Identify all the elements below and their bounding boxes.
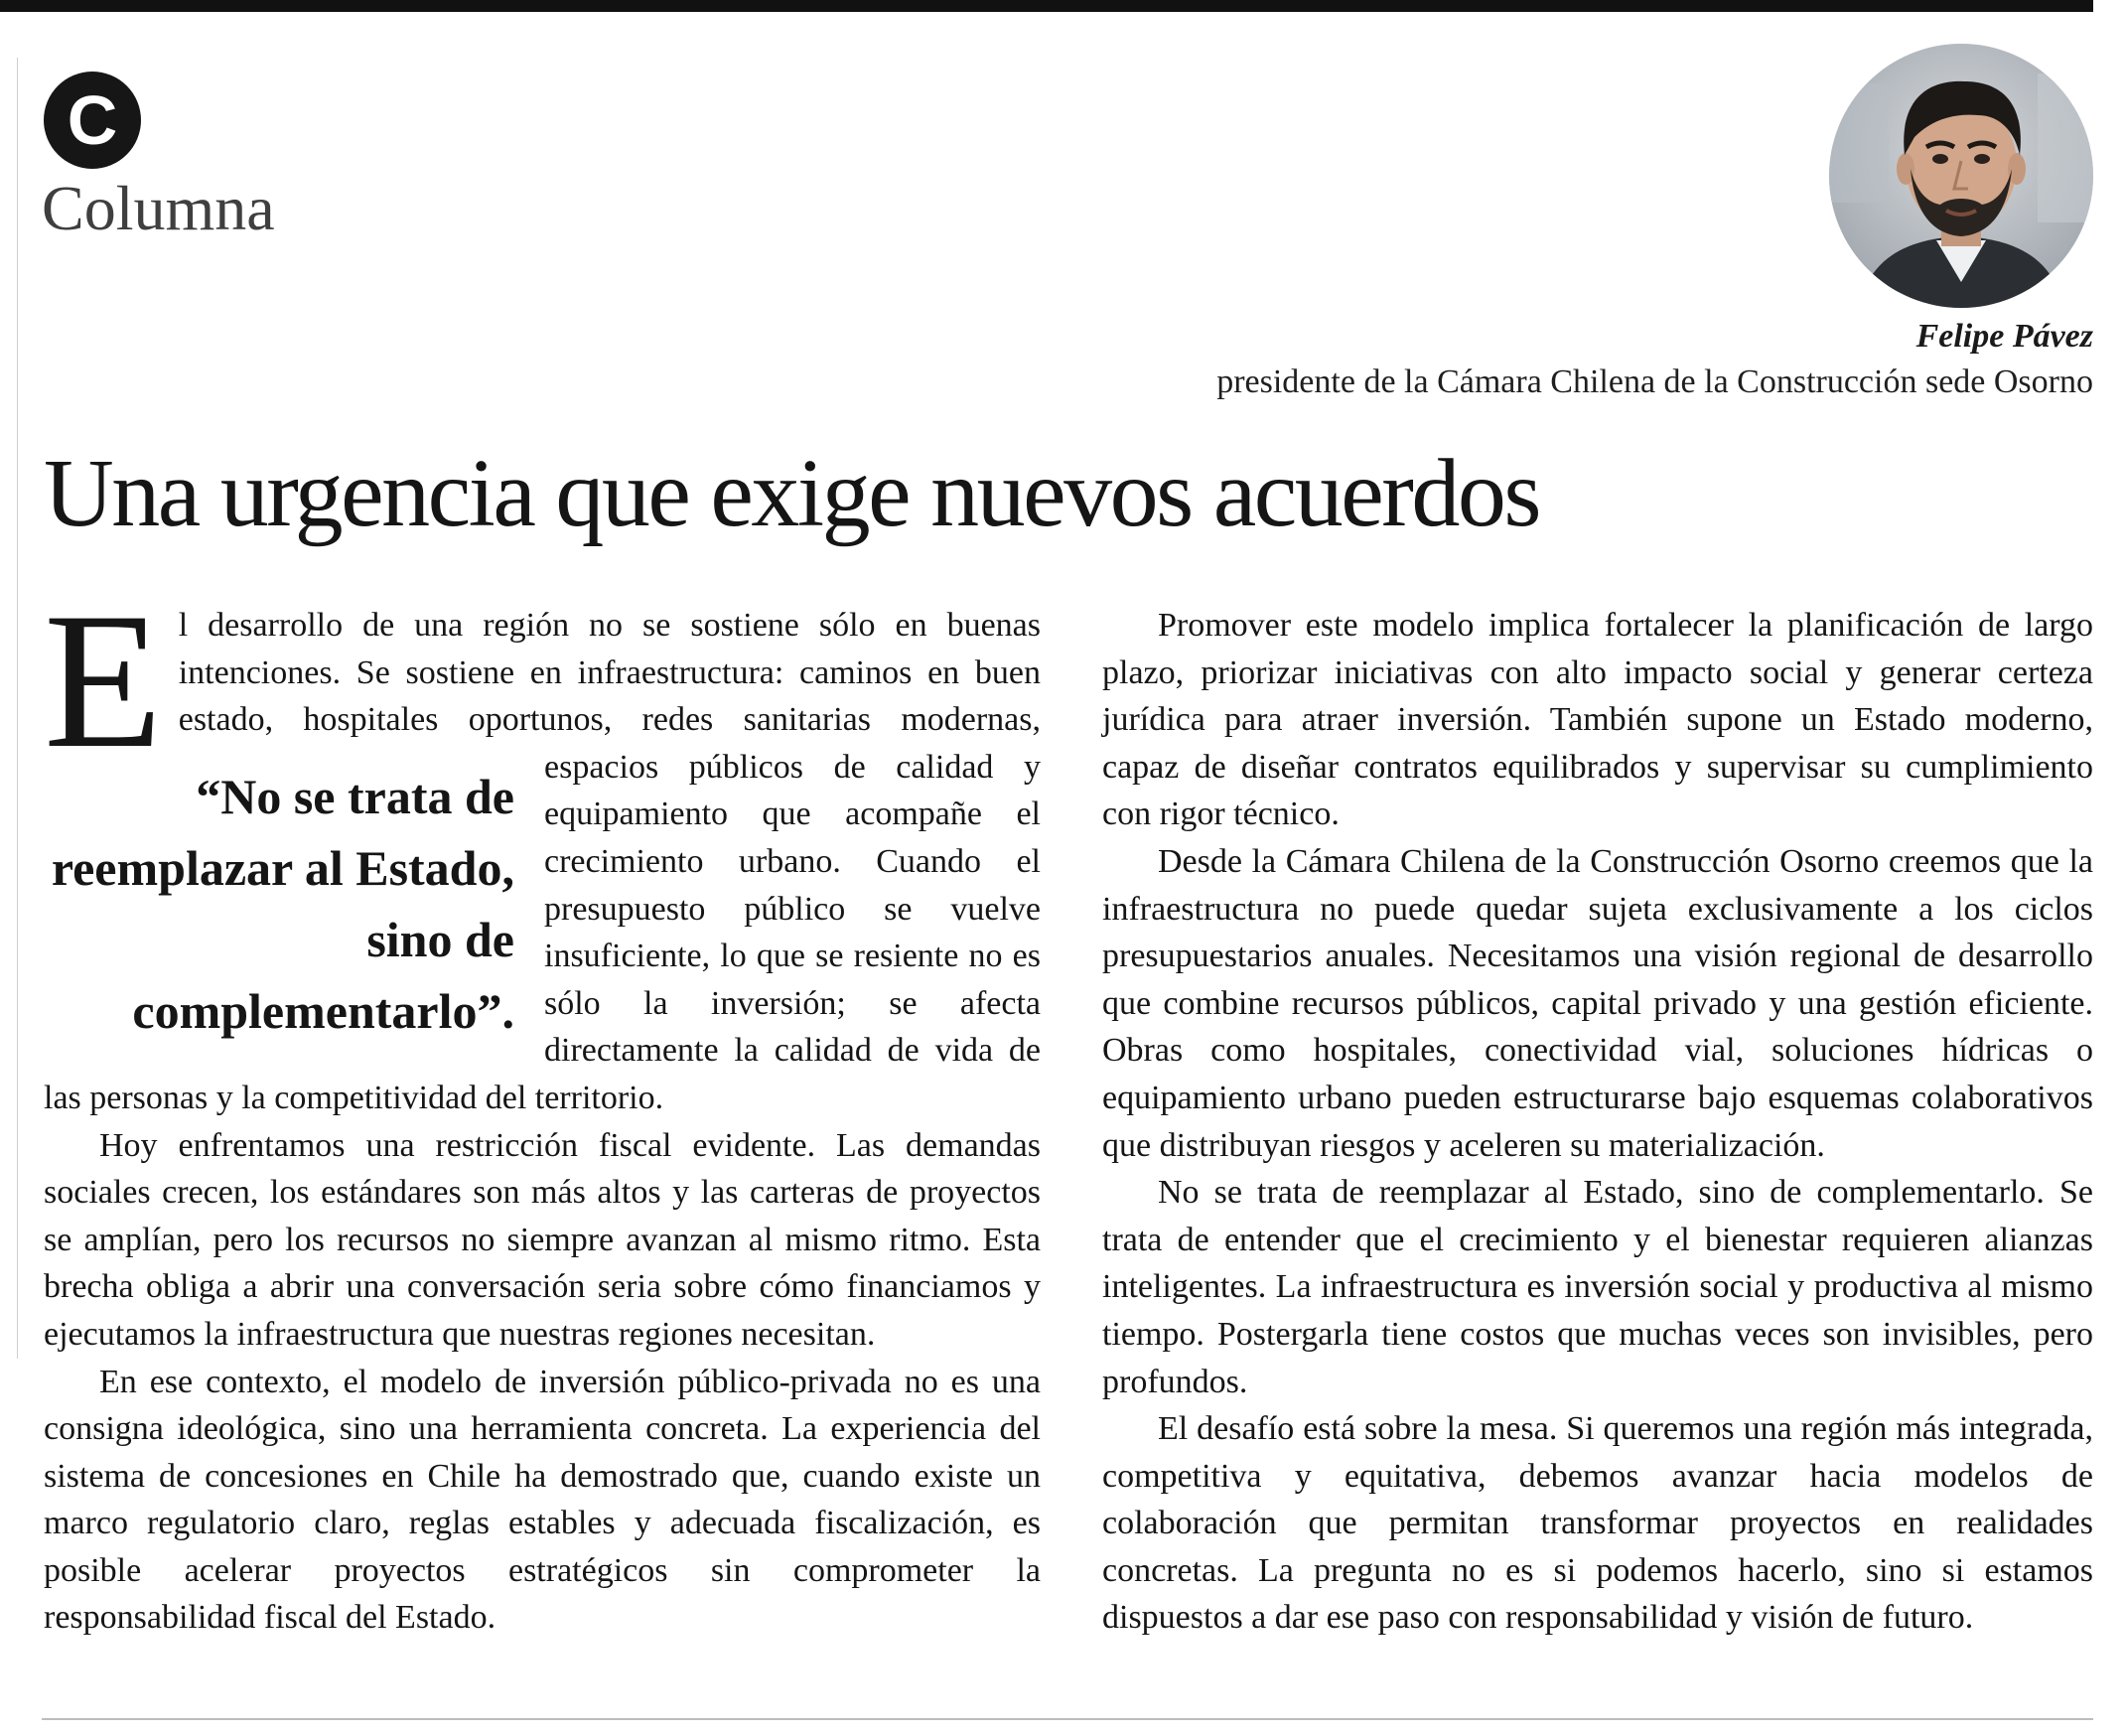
paragraph: Hoy enfrentamos una restricción fiscal evidente. Las demandas sociales crecen, los estándares son más altos y las carteras de proyectos se amplían, pero los recursos no siempre avanzan al mismo ritmo. Esta brecha obliga a abrir una conversación seria sobre cómo financiamos y ejecutamos la infraestructura que nuestras regiones necesitan. [44, 1126, 1041, 1353]
author-role: presidente de la Cámara Chilena de la Construcción sede Osorno [1216, 363, 2093, 400]
paragraph: No se trata de reemplazar al Estado, sino de complementarlo. Se trata de entender que el crecimiento y el bienestar requieren alianzas inteligentes. La infraestructura es inversión social y productiva al mismo tiempo. Postergarla tiene costos que muchas veces son invisibles, pero profundos. [1102, 1174, 2093, 1400]
top-rule [0, 0, 2093, 12]
paragraph: Promover este modelo implica fortalecer la planificación de largo plazo, priorizar iniciativas con alto impacto social y generar certeza jurídica para atraer inversión. También supone un Estado moderno, capaz de diseñar contratos equilibrados y supervisar su cumplimiento con rigor técnico. [1102, 607, 2093, 833]
pull-quote: “No se trata de reemplazar al Estado, sino de complementarlo”. [51, 769, 514, 1039]
headline: Una urgencia que exige nuevos acuerdos [44, 440, 1539, 547]
author-photo [1829, 44, 2093, 308]
section-badge: C [44, 72, 141, 169]
paragraph: El desafío está sobre la mesa. Si queremos una región más integrada, competitiva y equitativa, debemos avanzar hacia modelos de colaboración que permitan transformar proyectos en realidades concretas. La pregunta no es si podemos hacerlo, sino si estamos dispuestos a dar ese paso con responsabilidad y visión de futuro. [1102, 1410, 2093, 1637]
paragraph: En ese contexto, el modelo de inversión público-privada no es una consigna ideológica, sino una herramienta concreta. La experiencia del sistema de concesiones en Chile ha demostrado que, cuando existe un marco regulatorio claro, reglas estables y adecuada fiscalización, es posible acelerar proyectos estratégicos sin comprometer la responsabilidad fiscal del Estado. [44, 1363, 1041, 1637]
article-column-right [1102, 602, 2093, 1642]
article-column-left [44, 573, 1041, 1642]
bottom-rule [42, 1718, 2093, 1720]
paragraph: Desde la Cámara Chilena de la Construcción Osorno creemos que la infraestructura no puede quedar sujeta exclusivamente a los ciclos presupuestarios anuales. Necesitamos una visión regional de desarrollo que combine recursos públicos, capital privado y una gestión eficiente. Obras como hospitales, conectividad vial, soluciones hídricas o equipamiento urbano pueden estructurarse bajo esquemas colaborativos que distribuyan riesgos y aceleren su materialización. [1102, 842, 2093, 1164]
column-left-rule [17, 58, 18, 1359]
drop-cap: E [44, 573, 163, 789]
author-name: Felipe Pávez [1915, 318, 2093, 355]
section-label: Columna [42, 173, 275, 243]
paragraph: l desarrollo de una región no se sostiene sólo en buenas intenciones. Se sostiene en infraestructura: caminos en buen estado, hospitales oportunos, redes sanitarias modernas, espacios públicos de calidad y equipamiento que acompañe el crecimiento urbano. Cuando el presupuesto público se vuelve insuficiente, lo que se resiente no es sólo la inversión; se afecta directamente la calidad de vida de las personas y la competitividad del territorio. [44, 607, 1041, 1116]
